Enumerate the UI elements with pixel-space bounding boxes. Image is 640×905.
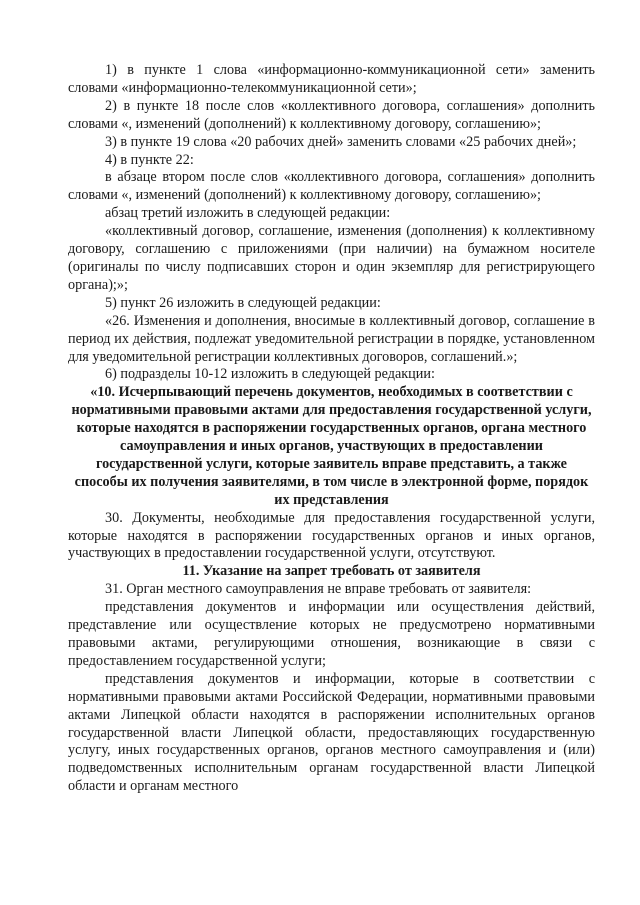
section-heading-11: 11. Указание на запрет требовать от заявителя bbox=[182, 563, 481, 580]
amendment-item-6: 6) подразделы 10-12 изложить в следующей редакции: bbox=[105, 366, 435, 383]
amendment-item-5: 5) пункт 26 изложить в следующей редакции: bbox=[105, 294, 381, 311]
amendment-item-4-para-2: в абзаце втором после слов «коллективного договора, соглашения» дополнить словами «, изменений (дополнений) к коллективному договору, соглашению»; bbox=[68, 169, 595, 204]
amendment-item-3: 3) в пункте 19 слова «20 рабочих дней» заменить словами «25 рабочих дней»; bbox=[105, 133, 577, 150]
section-heading-10: «10. Исчерпывающий перечень документов, необходимых в соответствии с нормативными правовыми актами для предоставления государственной услуги, которые находятся в распоряжении государственных органов, органа местного самоуправления и иных органов, участвующих в предоставлении государственной услуги, которые заявитель вправе представить, а также способы их получения заявителями, в том числе в электронной форме, порядок их представления bbox=[71, 384, 592, 508]
amendment-item-1: 1) в пункте 1 слова «информационно-коммуникационной сети» заменить словами «информационно-телекоммуникационной сети»; bbox=[68, 62, 595, 96]
amendment-item-4: 4) в пункте 22: bbox=[105, 151, 194, 168]
amendment-item-4-para-3: абзац третий изложить в следующей редакции: bbox=[105, 205, 391, 222]
clause-31-para-2: представления документов и информации, которые в соответствии с нормативными правовыми актами Российской Федерации, нормативными правовыми актами Липецкой области находятся в распоряжении исполнительных органов государственной власти Липецкой области, предоставляющих государственную услугу, иных государственных органов, органов местного самоуправления и (или) подведомственных исполнительным органам государственной власти Липецкой области и органам местного bbox=[68, 670, 595, 795]
amendment-item-2: 2) в пункте 18 после слов «коллективного договора, соглашения» дополнить словами «, изменений (дополнений) к коллективному договору, соглашению»; bbox=[68, 97, 595, 132]
document-page bbox=[68, 62, 595, 796]
amendment-item-4-quote: «коллективный договор, соглашение, изменения (дополнения) к коллективному договору, соглашению с приложениями (при наличии) на бумажном носителе (оригиналы по числу подписавших сторон и один экземпляр для регистрирующего органа);»; bbox=[68, 223, 595, 293]
clause-30: 30. Документы, необходимые для предоставления государственной услуги, которые находятся в распоряжении государственных органов и иных органов, участвующих в предоставлении государственной услуги, отсутствуют. bbox=[68, 509, 595, 562]
amendment-item-5-quote: «26. Изменения и дополнения, вносимые в коллективный договор, соглашение в период их действия, подлежат уведомительной регистрации в порядке, установленном для уведомительной регистрации коллективных договоров, соглашений.»; bbox=[68, 312, 595, 365]
clause-31-para-1: представления документов и информации или осуществления действий, представление или осуществление которых не предусмотрено нормативными правовыми актами, регулирующими отношения, возникающие в связи с предоставлением государственной услуги; bbox=[68, 599, 595, 669]
clause-31: 31. Орган местного самоуправления не вправе требовать от заявителя: bbox=[105, 581, 532, 598]
